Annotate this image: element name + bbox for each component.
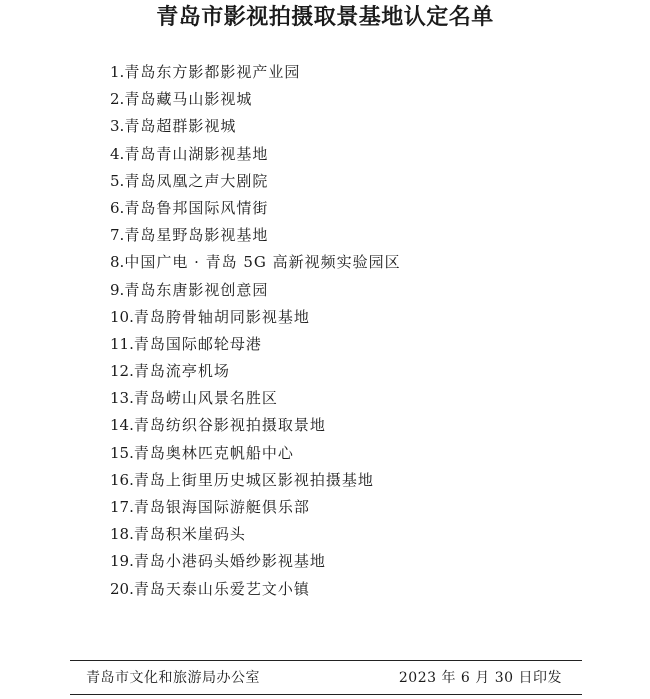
list-item-number: 2. — [110, 90, 125, 109]
list-item — [110, 467, 401, 494]
list-item — [110, 440, 401, 467]
list-item — [110, 249, 401, 276]
list-item-number: 15. — [110, 443, 134, 462]
list-item-number: 13. — [110, 389, 134, 408]
list-item-text: 青岛天泰山乐爱艺文小镇 — [133, 579, 310, 598]
list-item-text: 青岛东方影都影视产业园 — [124, 63, 301, 81]
list-item-text: 青岛上街里历史城区影视拍摄基地 — [133, 470, 374, 489]
list-item-text: 青岛鲁邦国际风情街 — [124, 198, 269, 217]
list-item — [110, 59, 401, 86]
list-item — [110, 358, 401, 385]
document-title: 青岛市影视拍摄取景基地认定名单 — [156, 4, 494, 30]
list-item-number: 18. — [110, 525, 134, 544]
list-item-text: 青岛奥林匹克帆船中心 — [133, 443, 294, 462]
list-item-text: 青岛流亭机场 — [133, 362, 230, 381]
list-item — [110, 86, 401, 113]
list-item — [110, 277, 401, 304]
list-item-text: 青岛超群影视城 — [124, 117, 237, 136]
list-item-number: 12. — [110, 362, 134, 381]
list-item-number: 17. — [110, 498, 134, 516]
list-item-text: 青岛星野岛影视基地 — [124, 226, 269, 245]
list-item — [110, 385, 401, 412]
issue-date: 2023 年 6 月 30 日印发 — [398, 670, 562, 686]
list-item-number: 3. — [110, 117, 125, 136]
list-item-text: 青岛胯骨轴胡同影视基地 — [133, 307, 310, 326]
list-item-text: 青岛青山湖影视基地 — [124, 144, 269, 163]
list-item — [110, 168, 401, 195]
list-item-number: 5. — [110, 171, 125, 190]
list-item-text: 青岛东唐影视创意园 — [124, 280, 269, 299]
list-item-number: 20. — [110, 579, 134, 598]
list-item-text: 青岛凤凰之声大剧院 — [124, 171, 269, 190]
list-item-number: 6. — [110, 198, 125, 217]
list-item-number: 7. — [110, 226, 125, 245]
list-item — [110, 494, 401, 521]
list-item — [110, 195, 401, 222]
list-item — [110, 412, 401, 439]
list-item — [110, 576, 401, 603]
list-item — [110, 141, 401, 168]
issuing-office: 青岛市文化和旅游局办公室 — [86, 670, 260, 686]
list-item-text: 青岛纺织谷影视拍摄取景地 — [133, 416, 326, 435]
list-item — [110, 331, 401, 358]
list-item-number: 10. — [110, 307, 134, 326]
list-item-text: 青岛国际邮轮母港 — [133, 334, 262, 353]
list-item-number: 4. — [110, 144, 125, 163]
list-item-text: 青岛藏马山影视城 — [124, 90, 253, 109]
list-item-number: 14. — [110, 416, 134, 435]
list-item-number: 16. — [110, 470, 134, 489]
list-item-text: 青岛崂山风景名胜区 — [133, 389, 278, 408]
list-item-number: 11. — [110, 334, 134, 353]
list-item — [110, 521, 401, 548]
footer-bottom-rule — [70, 694, 582, 695]
list-item-number: 9. — [110, 280, 125, 299]
document-footer — [70, 660, 582, 696]
footer-top-rule — [70, 660, 582, 661]
list-item-text: 青岛积米崖码头 — [133, 525, 246, 544]
list-item — [110, 222, 401, 249]
list-item — [110, 304, 401, 331]
base-list — [110, 59, 401, 603]
list-item-text: 青岛小港码头婚纱影视基地 — [133, 552, 326, 571]
list-item — [110, 548, 401, 575]
list-item-number: 19. — [110, 552, 134, 571]
list-item-text: 中国广电 · 青岛 5G 高新视频实验园区 — [124, 253, 401, 272]
list-item-number: 8. — [110, 253, 125, 272]
list-item-number: 1. — [110, 63, 125, 81]
list-item-text: 青岛银海国际游艇俱乐部 — [133, 498, 310, 516]
list-item — [110, 113, 401, 140]
